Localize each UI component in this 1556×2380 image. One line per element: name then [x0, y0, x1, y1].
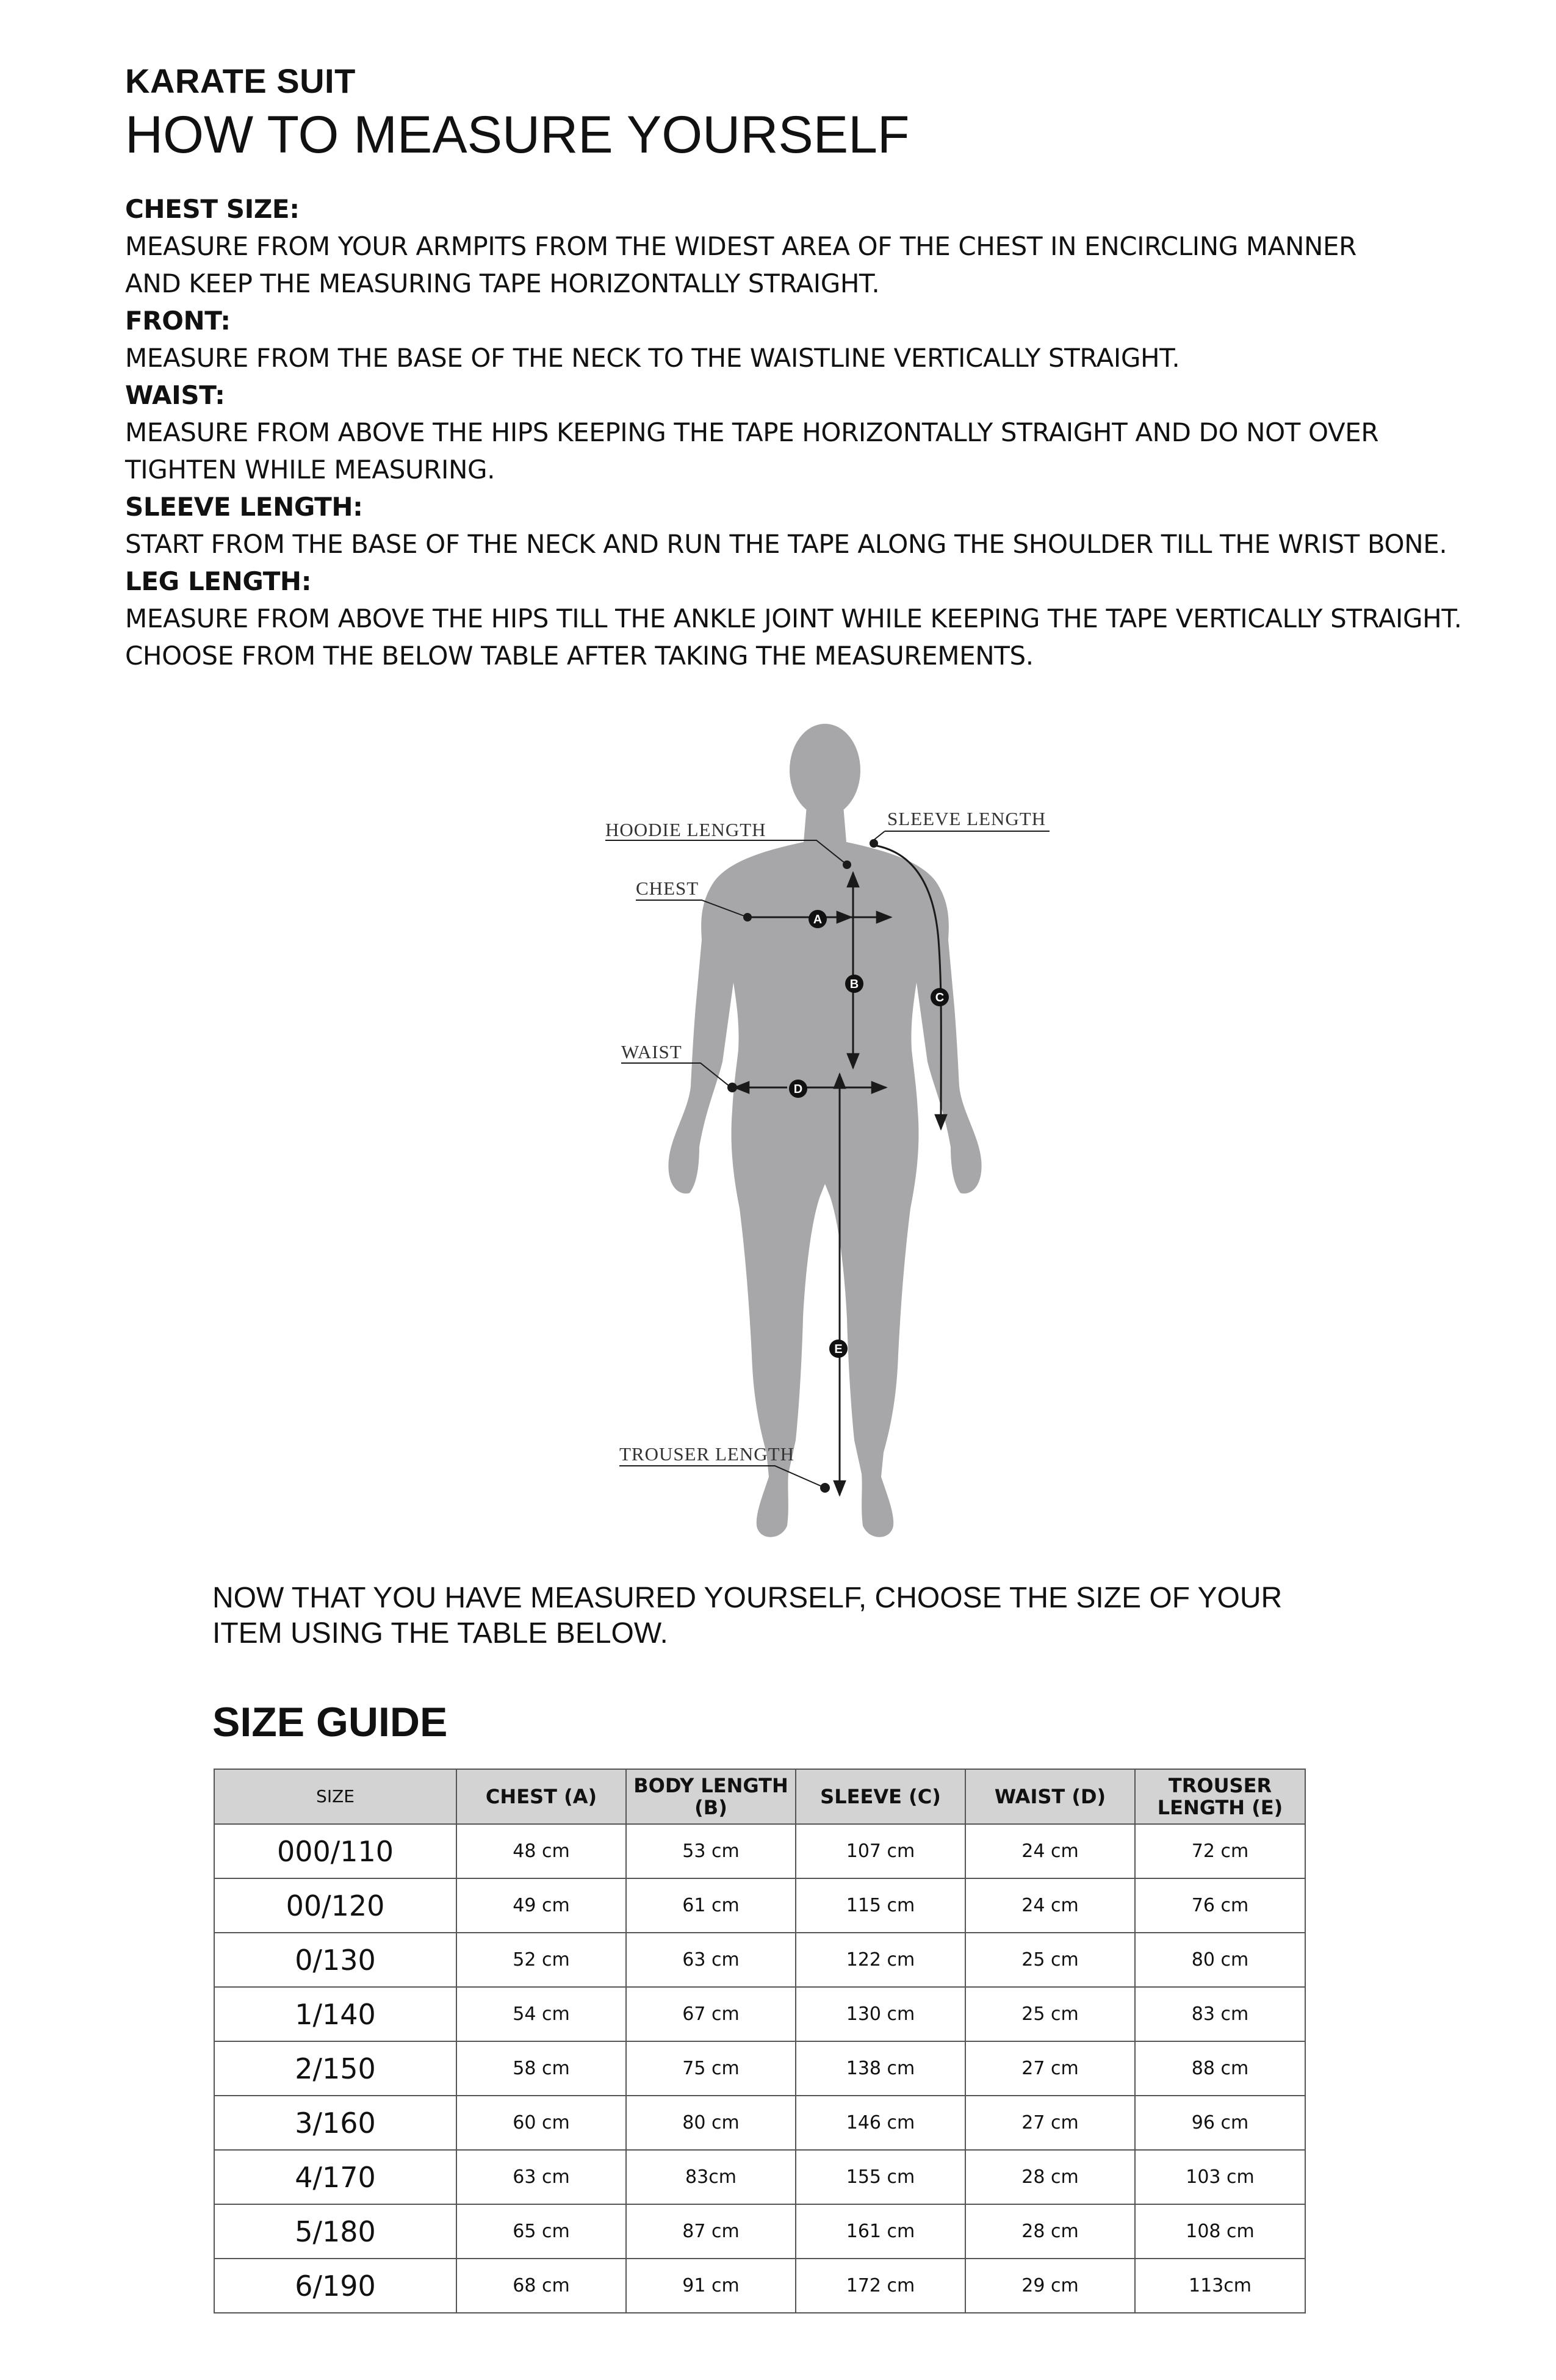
cell-waist: 27 cm: [965, 2096, 1135, 2150]
header-sleeve: SLEEVE (C): [796, 1769, 965, 1824]
point-trouser-length: [820, 1483, 830, 1493]
cell-sleeve: 115 cm: [796, 1878, 965, 1933]
cell-size: 000/110: [214, 1824, 456, 1878]
waist-heading: WAIST:: [125, 380, 225, 410]
cell-size: 1/140: [214, 1987, 456, 2041]
cell-chest: 52 cm: [456, 1933, 626, 1987]
point-chest: [743, 913, 752, 921]
table-row: [214, 2259, 1305, 2313]
table-header-row: [214, 1769, 1305, 1824]
header-body-length: BODY LENGTH (B): [626, 1769, 796, 1824]
size-guide-table: [214, 1769, 1306, 2313]
size-table-body: [214, 1824, 1305, 2313]
label-hoodie-length: HOODIE LENGTH: [605, 819, 766, 840]
waist-text-line: TIGHTEN WHILE MEASURING.: [125, 455, 495, 485]
cell-size: 3/160: [214, 2096, 456, 2150]
cell-trouser-length: 103 cm: [1135, 2150, 1305, 2204]
marker-e: E: [834, 1343, 843, 1356]
note-line: NOW THAT YOU HAVE MEASURED YOURSELF, CHOOSE THE SIZE OF YOUR: [212, 1582, 1283, 1614]
cell-sleeve: 161 cm: [796, 2204, 965, 2259]
document-title: HOW TO MEASURE YOURSELF: [125, 106, 910, 164]
note-line: ITEM USING THE TABLE BELOW.: [212, 1617, 668, 1650]
table-row: [214, 1878, 1305, 1933]
leg-text-line: CHOOSE FROM THE BELOW TABLE AFTER TAKING THE MEASUREMENTS.: [125, 641, 1034, 671]
cell-sleeve: 122 cm: [796, 1933, 965, 1987]
cell-trouser-length: 96 cm: [1135, 2096, 1305, 2150]
point-hoodie-length: [843, 860, 851, 869]
cell-sleeve: 138 cm: [796, 2041, 965, 2096]
cell-trouser-length: 76 cm: [1135, 1878, 1305, 1933]
table-row: [214, 1824, 1305, 1878]
cell-chest: 68 cm: [456, 2259, 626, 2313]
cell-body-length: 53 cm: [626, 1824, 796, 1878]
cell-waist: 24 cm: [965, 1824, 1135, 1878]
marker-b: B: [849, 978, 859, 991]
cell-waist: 28 cm: [965, 2204, 1135, 2259]
size-selection-note: [212, 1581, 1282, 1651]
cell-chest: 65 cm: [456, 2204, 626, 2259]
header-trouser-line: TROUSER: [1168, 1774, 1272, 1797]
cell-body-length: 67 cm: [626, 1987, 796, 2041]
point-waist: [727, 1083, 737, 1092]
front-heading: FRONT:: [125, 306, 231, 336]
cell-waist: 28 cm: [965, 2150, 1135, 2204]
sleeve-heading: SLEEVE LENGTH:: [125, 492, 363, 522]
cell-trouser-length: 83 cm: [1135, 1987, 1305, 2041]
leader-trouser-length: [619, 1466, 825, 1488]
label-chest: CHEST: [636, 878, 699, 899]
marker-d: D: [793, 1083, 803, 1096]
marker-a: A: [813, 913, 823, 926]
cell-trouser-length: 108 cm: [1135, 2204, 1305, 2259]
cell-body-length: 91 cm: [626, 2259, 796, 2313]
cell-waist: 24 cm: [965, 1878, 1135, 1933]
cell-chest: 49 cm: [456, 1878, 626, 1933]
cell-body-length: 61 cm: [626, 1878, 796, 1933]
cell-sleeve: 146 cm: [796, 2096, 965, 2150]
cell-body-length: 80 cm: [626, 2096, 796, 2150]
header-size: SIZE: [214, 1769, 456, 1824]
size-guide-title: SIZE GUIDE: [212, 1699, 448, 1745]
sleeve-text-line: START FROM THE BASE OF THE NECK AND RUN THE TAPE ALONG THE SHOULDER TILL THE WRIST BONE.: [125, 529, 1447, 559]
leg-heading: LEG LENGTH:: [125, 566, 312, 596]
cell-trouser-length: 88 cm: [1135, 2041, 1305, 2096]
label-sleeve-length: SLEEVE LENGTH: [887, 808, 1046, 829]
cell-sleeve: 107 cm: [796, 1824, 965, 1878]
cell-body-length: 87 cm: [626, 2204, 796, 2259]
cell-sleeve: 172 cm: [796, 2259, 965, 2313]
chest-text-line: MEASURE FROM YOUR ARMPITS FROM THE WIDEST AREA OF THE CHEST IN ENCIRCLING MANNER: [125, 231, 1356, 261]
body-measurement-figure: [586, 720, 1074, 1574]
chest-heading: CHEST SIZE:: [125, 194, 300, 224]
cell-chest: 54 cm: [456, 1987, 626, 2041]
cell-body-length: 63 cm: [626, 1933, 796, 1987]
cell-chest: 60 cm: [456, 2096, 626, 2150]
leg-text-line: MEASURE FROM ABOVE THE HIPS TILL THE ANKLE JOINT WHILE KEEPING THE TAPE VERTICALLY STRAIGHT.: [125, 604, 1462, 633]
cell-chest: 63 cm: [456, 2150, 626, 2204]
cell-size: 0/130: [214, 1933, 456, 1987]
cell-size: 2/150: [214, 2041, 456, 2096]
chest-text-line: AND KEEP THE MEASURING TAPE HORIZONTALLY STRAIGHT.: [125, 269, 880, 298]
table-row: [214, 2096, 1305, 2150]
header-chest: CHEST (A): [456, 1769, 626, 1824]
cell-waist: 29 cm: [965, 2259, 1135, 2313]
table-row: [214, 1933, 1305, 1987]
cell-trouser-length: 72 cm: [1135, 1824, 1305, 1878]
cell-waist: 27 cm: [965, 2041, 1135, 2096]
cell-waist: 25 cm: [965, 1933, 1135, 1987]
table-row: [214, 2150, 1305, 2204]
label-waist: WAIST: [621, 1041, 682, 1062]
cell-waist: 25 cm: [965, 1987, 1135, 2041]
cell-size: 4/170: [214, 2150, 456, 2204]
header-trouser-line: LENGTH (E): [1157, 1796, 1283, 1819]
human-silhouette: [668, 724, 981, 1537]
cell-sleeve: 155 cm: [796, 2150, 965, 2204]
cell-size: 6/190: [214, 2259, 456, 2313]
header-waist: WAIST (D): [965, 1769, 1135, 1824]
cell-sleeve: 130 cm: [796, 1987, 965, 2041]
cell-size: 5/180: [214, 2204, 456, 2259]
table-row: [214, 1987, 1305, 2041]
cell-size: 00/120: [214, 1878, 456, 1933]
document-subtitle: KARATE SUIT: [125, 62, 356, 100]
point-sleeve-length: [870, 839, 878, 848]
cell-body-length: 75 cm: [626, 2041, 796, 2096]
cell-body-length: 83cm: [626, 2150, 796, 2204]
marker-c: C: [935, 991, 945, 1004]
table-row: [214, 2041, 1305, 2096]
cell-chest: 58 cm: [456, 2041, 626, 2096]
measurement-instructions: [125, 190, 1468, 674]
cell-chest: 48 cm: [456, 1824, 626, 1878]
waist-text-line: MEASURE FROM ABOVE THE HIPS KEEPING THE TAPE HORIZONTALLY STRAIGHT AND DO NOT OVER: [125, 417, 1379, 447]
label-trouser-length: TROUSER LENGTH: [619, 1443, 794, 1465]
cell-trouser-length: 80 cm: [1135, 1933, 1305, 1987]
table-row: [214, 2204, 1305, 2259]
header-trouser-length: [1135, 1769, 1305, 1824]
cell-trouser-length: 113cm: [1135, 2259, 1305, 2313]
front-text-line: MEASURE FROM THE BASE OF THE NECK TO THE WAISTLINE VERTICALLY STRAIGHT.: [125, 343, 1180, 373]
